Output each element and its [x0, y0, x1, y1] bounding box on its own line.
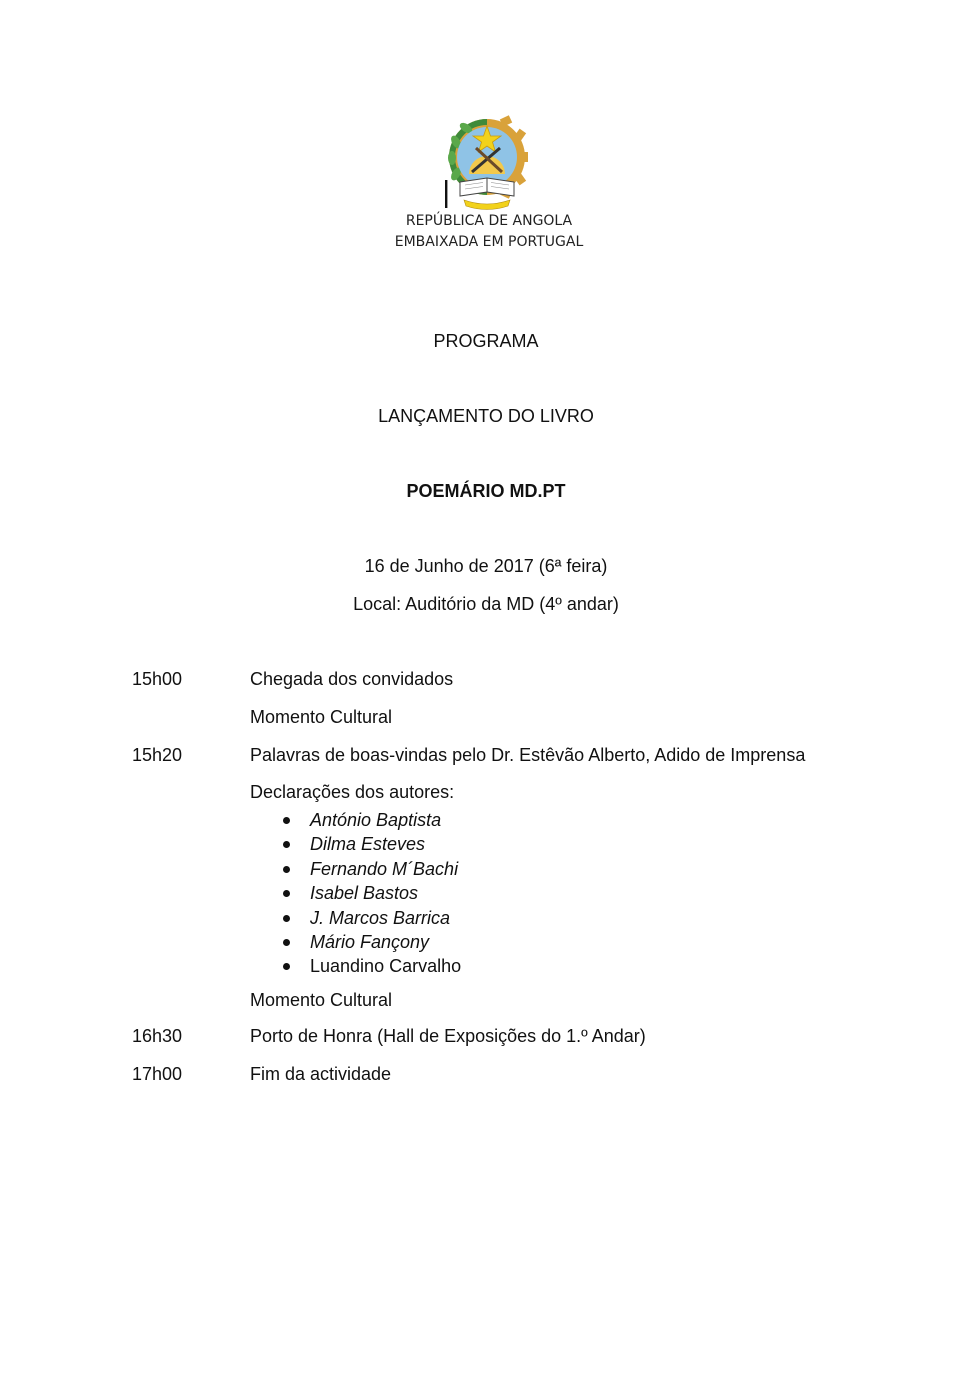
program-heading: PROGRAMA: [433, 331, 539, 351]
schedule-item: Fim da actividade: [250, 1064, 392, 1084]
book-title: POEMÁRIO MD.PT: [406, 481, 566, 501]
author-name: Luandino Carvalho: [310, 956, 462, 977]
bullet-icon: [283, 817, 290, 824]
author-name: J. Marcos Barrica: [310, 907, 451, 928]
author-name: Mário Fançony: [310, 931, 430, 952]
schedule-item: Porto de Honra (Hall de Exposições do 1.º Andar): [250, 1026, 646, 1046]
event-location: Local: Auditório da MD (4º andar): [353, 594, 619, 614]
schedule-item: Declarações dos autores:: [250, 782, 455, 802]
author-name: Fernando M´Bachi: [310, 858, 459, 879]
bullet-icon: [283, 841, 290, 848]
event-heading: LANÇAMENTO DO LIVRO: [378, 406, 594, 426]
event-date: 16 de Junho de 2017 (6ª feira): [364, 556, 608, 576]
bullet-icon: [283, 939, 290, 946]
author-name: António Baptista: [310, 810, 442, 830]
schedule-time: 16h30: [132, 1026, 183, 1046]
angola-emblem-icon: [442, 112, 532, 212]
schedule-item: Momento Cultural: [250, 990, 393, 1010]
bullet-icon: [283, 866, 290, 873]
embassy-name: EMBAIXADA EM PORTUGAL: [394, 234, 584, 250]
schedule-time: 17h00: [132, 1064, 183, 1084]
author-name: Dilma Esteves: [310, 834, 426, 855]
schedule-item: Palavras de boas-vindas pelo Dr. Estêvão Alberto, Adido de Imprensa: [250, 745, 806, 765]
schedule-time: 15h00: [132, 669, 183, 689]
schedule-item: Momento Cultural: [250, 707, 393, 727]
schedule-item: Chegada dos convidados: [250, 669, 454, 689]
bullet-icon: [283, 963, 290, 970]
schedule-time: 15h20: [132, 745, 183, 765]
bullet-icon: [283, 890, 290, 897]
author-name: Isabel Bastos: [310, 883, 419, 904]
bullet-icon: [283, 915, 290, 922]
country-name: REPÚBLICA DE ANGOLA: [405, 213, 573, 229]
